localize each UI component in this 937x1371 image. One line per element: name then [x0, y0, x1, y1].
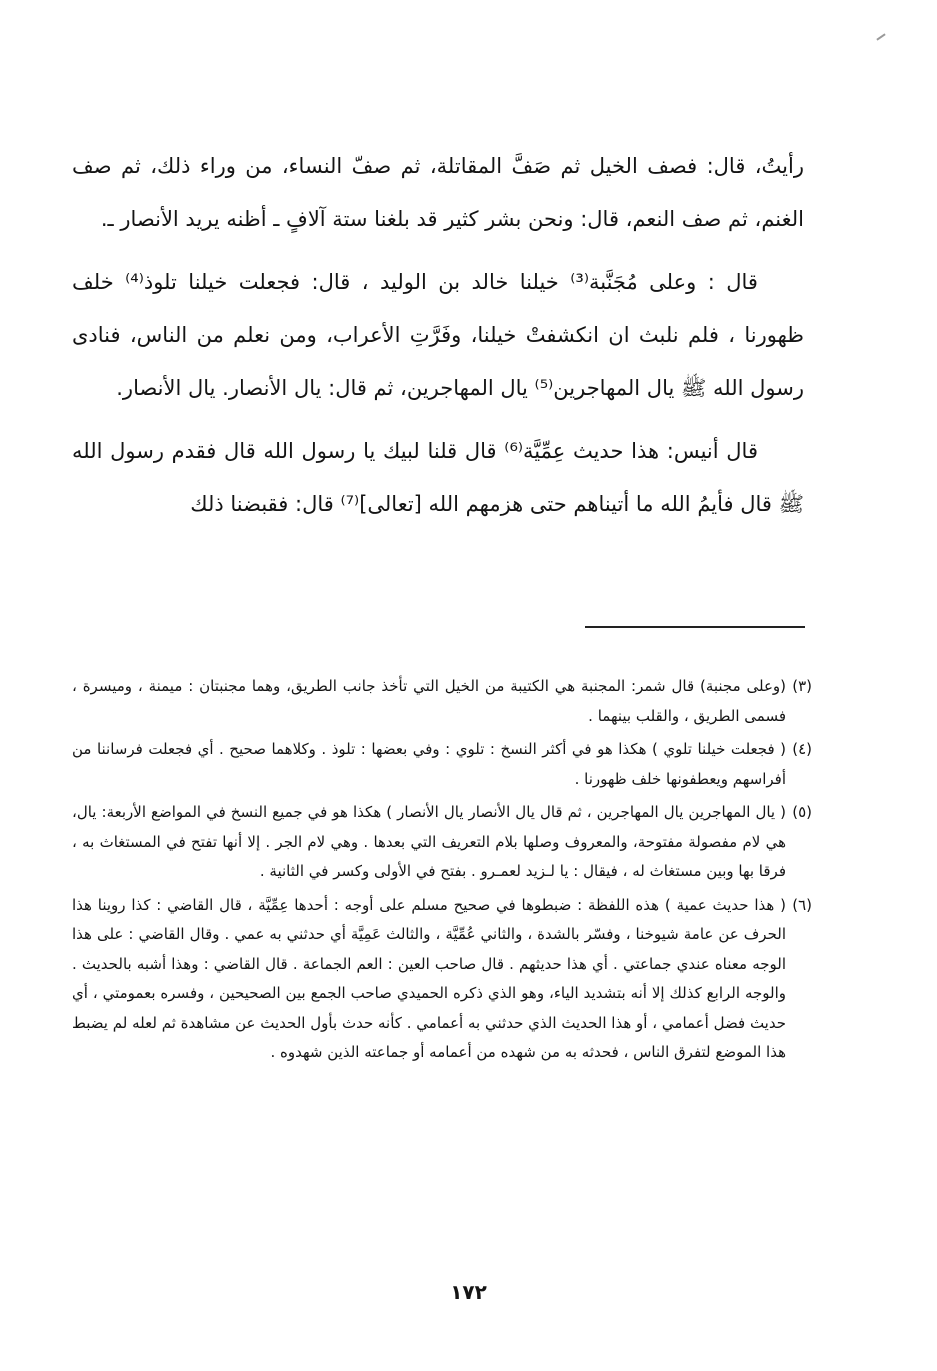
main-paragraph-2: قال : وعلى مُجَنَّبة⁽³⁾ خيلنا خالد بن الوليد ، قال: فجعلت خيلنا تلوذ⁽⁴⁾ خلف ظهورنا ، فلم نلبث ان انكشفتْ خيلنا، وفَرَّتِ الأعراب، ومن نعلم من الناس، فنادى رسول الله ﷺ يال المهاجرين⁽⁵⁾ يال المهاجرين، ثم قال: يال الأنصار. يال الأنصار. — [72, 270, 804, 400]
footnote-6 — [72, 891, 812, 1068]
footnote-5 — [72, 798, 812, 887]
footnote-3 — [72, 672, 812, 731]
scan-mark — [876, 33, 885, 40]
footnote-text: (وعلى مجنبة) قال شمر: المجنبة هي الكتيبة من الخيل التي تأخذ جانب الطريق، وهما مجنبتان : ميمنة ، وميسرة ، فسمى الطريق ، والقلب بينهما . — [72, 677, 786, 725]
page-number: ١٧٢ — [450, 1280, 487, 1304]
footnotes-section — [72, 672, 812, 1072]
footnote-number: (٦) — [792, 895, 812, 914]
footnote-text: ( يال المهاجرين يال المهاجرين ، ثم قال يال الأنصار يال الأنصار ) هكذا هو في جميع النسخ في المواضع الأربعة: يال، هي لام مفصولة مفتوحة، والمعروف وصلها بلام التعريف التي بعدها . وهي لام الجر . إلا أنها تفتح في المستغاث به ، فرقا بها وبين مستغاث له ، فيقال : يا لـزيد لعمـرو . بفتح في الأولى وكسر في الثانية . — [72, 803, 786, 880]
footnote-number: (٣) — [792, 677, 812, 695]
footnote-number: (٤) — [792, 740, 812, 758]
footnote-4 — [72, 735, 812, 794]
footnote-number: (٥) — [792, 803, 812, 821]
footnote-separator — [585, 626, 805, 628]
main-text-body — [72, 140, 804, 541]
main-paragraph-1: رأيتُ، قال: فصف الخيل ثم صَفَّ المقاتلة، ثم صفّ النساء، من وراء ذلك، ثم صف الغنم، ثم صف النعم، قال: ونحن بشر كثير قد بلغنا ستة آلافٍ ـ أظنه يريد الأنصار ـ. — [72, 154, 804, 231]
footnote-text: ( فجعلت خيلنا تلوي ) هكذا هو في أكثر النسخ : تلوي : وفي بعضها : تلوذ . وكلاهما صحيح . أي فجعلت فرساننا من أفراسهم ويعطفونها خلف ظهورنا . — [72, 740, 786, 788]
footnote-text: ( هذا حديث عمية ) هذه اللفظة : ضبطوها في صحيح مسلم على أوجه : أحدها عِمِّيَّة ، قال القاضي : كذا روينا هذا الحرف عن عامة شيوخنا ، وفسّر بالشدة ، والثاني عُمِّيَّة ، والثالث عَمِيَّة أي حدثني به عمي . وقال القاضي : على هذا الوجه معناه عندي جماعتي . أي هذا حديثهم . قال صاحب العين : العم الجماعة . قال القاضي : وهذا أشبه بالحديث . والوجه الرابع كذلك إلا أنه بتشديد الياء، وهو الذي ذكره الحميدي صاحب الجمع بين الصحيحين ، وفسره بعمومتي ، أي حديث فضل أعمامي ، أو هذا الحديث الذي حدثني به أعمامي . كأنه حدث بأول الحديث عن مشاهدة ثم لعله لم يضبط هذا الموضع لتفرق الناس ، فحدثه به من شهده من أعمامه أو جماعته الذين شهدوه . — [72, 895, 786, 1061]
main-paragraph-3: قال أنيس: هذا حديث عِمِّيَّة⁽⁶⁾ قال قلنا لبيك يا رسول الله قال فقدم رسول الله ﷺ قال فأيمُ الله ما أتيناهم حتى هزمهم الله [تعالى]⁽⁷⁾ قال: فقبضنا ذلك — [72, 439, 804, 516]
